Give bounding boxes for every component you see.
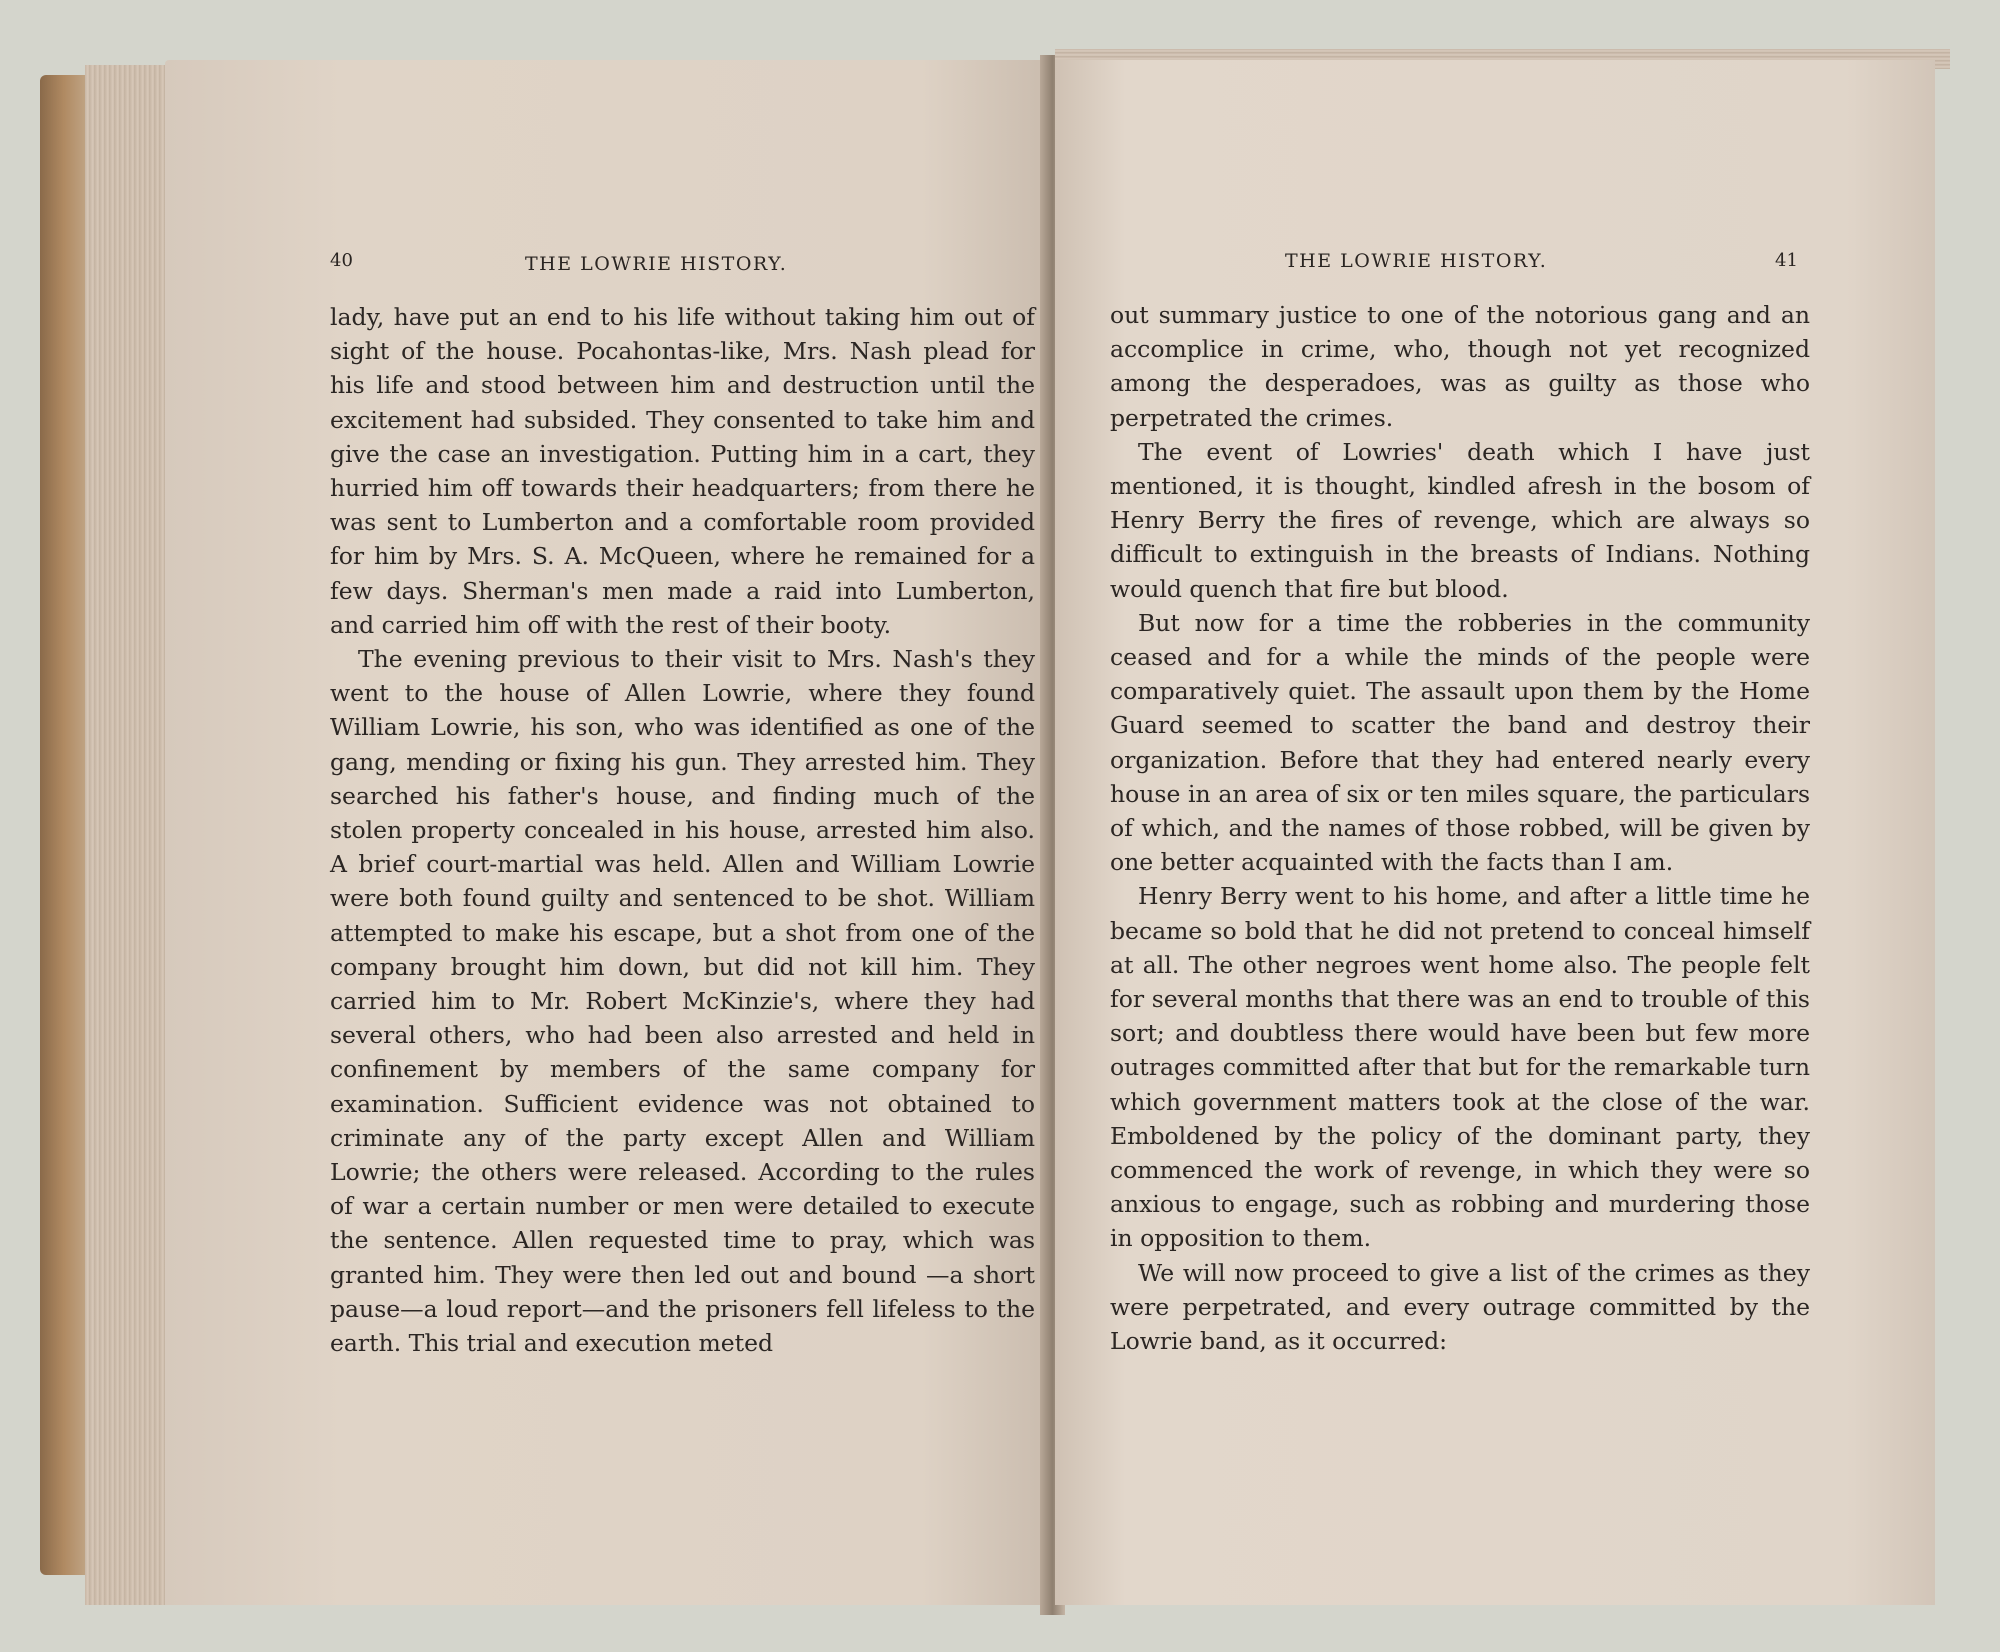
left-running-head: THE LOWRIE HISTORY. <box>525 253 788 275</box>
right-paragraph-3: But now for a time the robberies in the community ceased and for a while the minds of the people were comparatively quiet. The assault upon them by the Home Guard seemed to scatter the band and destroy their organization. Before that they had entered nearly every house in an area of six or ten miles square, the particulars of which, and the names of those robbed, will be given by one better acquainted with the facts than I am. <box>1110 608 1810 877</box>
right-paragraph-4: Henry Berry went to his home, and after a little time he became so bold that he did not pretend to conceal himself at all. The other negroes went home also. The people felt for several months that there was an end to trouble of this sort; and doubtless there would have been but few more outrages committed after that but for the remarkable turn which government matters took at the close of the war. Emboldened by the policy of the dominant party, they commenced the work of revenge, in which they were so anxious to engage, such as robbing and murdering those in opposition to them. <box>1110 882 1810 1253</box>
right-paragraph-2: The event of Lowries' death which I have just mentioned, it is thought, kindled afresh in the bosom of Henry Berry the fires of revenge, which are always so difficult to extinguish in the breasts of Indians. Nothing would quench that fire but blood. <box>1110 437 1810 603</box>
right-paragraph-1: out summary justice to one of the notorious gang and an accomplice in crime, who, though not yet recognized among the desperadoes, was as guilty as those who perpetrated the crimes. <box>1110 301 1810 432</box>
right-page-number: 41 <box>1775 250 1798 271</box>
right-paragraph-5: We will now proceed to give a list of the crimes as they were perpetrated, and every outrage committed by the Lowrie band, as it occurred: <box>1110 1258 1810 1356</box>
right-text-block <box>1110 298 1810 1358</box>
left-text-block <box>330 300 1035 1360</box>
left-page-number: 40 <box>330 250 353 271</box>
open-book <box>25 55 1950 1645</box>
left-paragraph-2: The evening previous to their visit to Mrs. Nash's they went to the house of Allen Lowrie, where they found William Lowrie, his son, who was identified as one of the gang, mending or fixing his gun. They arrested him. They searched his father's house, and finding much of the stolen property concealed in his house, arrested him also. A brief court-martial was held. Allen and William Lowrie were both found guilty and sentenced to be shot. William attempted to make his escape, but a shot from one of the company brought him down, but did not kill him. They carried him to Mr. Robert McKinzie's, where they had several others, who had been also arrested and held in confinement by members of the same company for examination. Sufficient evidence was not obtained to criminate any of the party except Allen and William Lowrie; the others were released. According to the rules of war a certain number or men were detailed to execute the sentence. Allen requested time to pray, which was granted him. They were then led out and bound —a short pause—a loud report—and the prisoners fell lifeless to the earth. This trial and execution meted <box>330 645 1035 1358</box>
left-page <box>165 60 1055 1605</box>
right-page <box>1055 60 1935 1605</box>
right-running-head: THE LOWRIE HISTORY. <box>1285 250 1548 272</box>
left-paragraph-1: lady, have put an end to his life without taking him out of sight of the house. Pocahontas-like, Mrs. Nash plead for his life and stood between him and destruction until the excitement had subsided. They consented to take him and give the case an investigation. Putting him in a cart, they hurried him off towards their headquarters; from there he was sent to Lumberton and a comfortable room provided for him by Mrs. S. A. McQueen, where he remained for a few days. Sherman's men made a raid into Lumberton, and carried him off with the rest of their booty. <box>330 303 1035 639</box>
